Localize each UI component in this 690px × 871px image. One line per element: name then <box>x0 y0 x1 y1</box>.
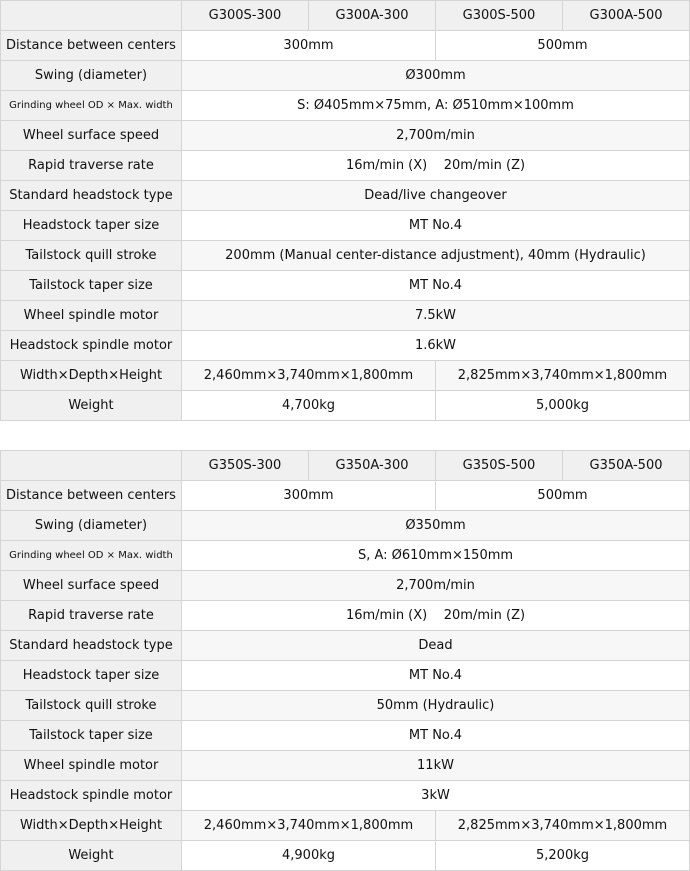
row-label: Distance between centers <box>1 481 182 511</box>
table-row <box>1 691 690 721</box>
value-cell: Dead/live changeover <box>182 181 690 211</box>
value-cell: 300mm <box>182 481 436 511</box>
table-row <box>1 241 690 271</box>
table-row <box>1 391 690 421</box>
value-cell: 2,825mm×3,740mm×1,800mm <box>436 361 690 391</box>
value-cell: 300mm <box>182 31 436 61</box>
header-row <box>1 451 690 481</box>
table-row <box>1 181 690 211</box>
row-label: Tailstock quill stroke <box>1 691 182 721</box>
model-header: G350A-300 <box>309 451 436 481</box>
model-header: G300S-500 <box>436 1 563 31</box>
row-label: Rapid traverse rate <box>1 601 182 631</box>
value-cell: 500mm <box>436 481 690 511</box>
table-row <box>1 61 690 91</box>
value-cell: MT No.4 <box>182 661 690 691</box>
table-row <box>1 511 690 541</box>
table-row <box>1 121 690 151</box>
table-row <box>1 541 690 571</box>
model-header: G300A-300 <box>309 1 436 31</box>
table-row <box>1 631 690 661</box>
table-row <box>1 781 690 811</box>
value-cell: 4,900kg <box>182 841 436 871</box>
row-label: Wheel spindle motor <box>1 301 182 331</box>
value-cell: S, A: Ø610mm×150mm <box>182 541 690 571</box>
table-row <box>1 481 690 511</box>
row-label: Weight <box>1 391 182 421</box>
value-cell: 16m/min (X) 20m/min (Z) <box>182 151 690 181</box>
value-cell: MT No.4 <box>182 271 690 301</box>
table-row <box>1 331 690 361</box>
row-label: Tailstock taper size <box>1 271 182 301</box>
row-label: Swing (diameter) <box>1 511 182 541</box>
spec-table-g350 <box>0 450 690 871</box>
table-row <box>1 31 690 61</box>
row-label: Wheel spindle motor <box>1 751 182 781</box>
table-row <box>1 661 690 691</box>
row-label: Tailstock quill stroke <box>1 241 182 271</box>
table-row <box>1 841 690 871</box>
row-label: Grinding wheel OD × Max. width <box>1 91 182 121</box>
value-cell: 16m/min (X) 20m/min (Z) <box>182 601 690 631</box>
row-label: Headstock taper size <box>1 211 182 241</box>
value-cell: 50mm (Hydraulic) <box>182 691 690 721</box>
table-row <box>1 151 690 181</box>
model-header: G300A-500 <box>563 1 690 31</box>
value-cell: 5,200kg <box>436 841 690 871</box>
value-cell: 1.6kW <box>182 331 690 361</box>
table-row <box>1 751 690 781</box>
table-row <box>1 91 690 121</box>
row-label: Grinding wheel OD × Max. width <box>1 541 182 571</box>
table-row <box>1 211 690 241</box>
value-cell: 4,700kg <box>182 391 436 421</box>
value-cell: 500mm <box>436 31 690 61</box>
row-label: Headstock spindle motor <box>1 781 182 811</box>
row-label: Wheel surface speed <box>1 121 182 151</box>
value-cell: Ø350mm <box>182 511 690 541</box>
model-header: G300S-300 <box>182 1 309 31</box>
row-label: Distance between centers <box>1 31 182 61</box>
table-row <box>1 301 690 331</box>
row-label: Headstock spindle motor <box>1 331 182 361</box>
value-cell: 5,000kg <box>436 391 690 421</box>
value-cell: 11kW <box>182 751 690 781</box>
value-cell: 200mm (Manual center-distance adjustment), 40mm (Hydraulic) <box>182 241 690 271</box>
row-label: Standard headstock type <box>1 181 182 211</box>
value-cell: 7.5kW <box>182 301 690 331</box>
table-row <box>1 571 690 601</box>
row-label: Swing (diameter) <box>1 61 182 91</box>
value-cell: 2,700m/min <box>182 121 690 151</box>
row-label: Weight <box>1 841 182 871</box>
row-label: Tailstock taper size <box>1 721 182 751</box>
row-label: Headstock taper size <box>1 661 182 691</box>
model-header: G350S-500 <box>436 451 563 481</box>
model-header: G350S-300 <box>182 451 309 481</box>
value-cell: S: Ø405mm×75mm, A: Ø510mm×100mm <box>182 91 690 121</box>
value-cell: MT No.4 <box>182 721 690 751</box>
model-header: G350A-500 <box>563 451 690 481</box>
value-cell: 2,460mm×3,740mm×1,800mm <box>182 811 436 841</box>
table-row <box>1 721 690 751</box>
table-row <box>1 601 690 631</box>
table-row <box>1 361 690 391</box>
header-corner-cell <box>1 1 182 31</box>
row-label: Standard headstock type <box>1 631 182 661</box>
row-label: Width×Depth×Height <box>1 361 182 391</box>
value-cell: 2,460mm×3,740mm×1,800mm <box>182 361 436 391</box>
header-corner-cell <box>1 451 182 481</box>
table-row <box>1 271 690 301</box>
value-cell: Ø300mm <box>182 61 690 91</box>
table-row <box>1 811 690 841</box>
value-cell: MT No.4 <box>182 211 690 241</box>
row-label: Wheel surface speed <box>1 571 182 601</box>
spec-table-g300 <box>0 0 690 421</box>
value-cell: 3kW <box>182 781 690 811</box>
value-cell: 2,700m/min <box>182 571 690 601</box>
row-label: Width×Depth×Height <box>1 811 182 841</box>
value-cell: Dead <box>182 631 690 661</box>
header-row <box>1 1 690 31</box>
row-label: Rapid traverse rate <box>1 151 182 181</box>
value-cell: 2,825mm×3,740mm×1,800mm <box>436 811 690 841</box>
